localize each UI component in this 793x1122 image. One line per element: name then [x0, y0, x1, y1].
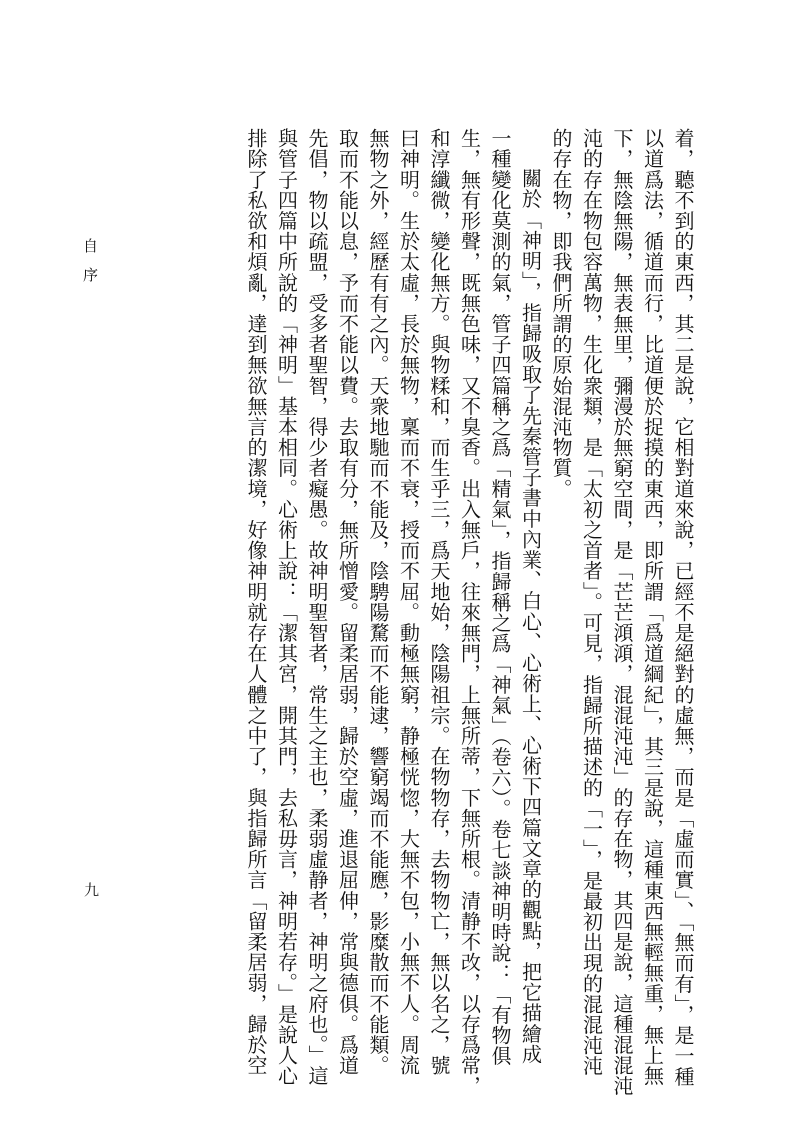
page-number: 九 [84, 881, 100, 899]
text-column: 曰神明。生於太虛，長於無物，稟而不衰，授而不屈。動極無窮，静極恍惚，大無不包，小無不人。周流 [396, 128, 421, 1076]
text-column: 一種變化莫測的氣，管子四篇稱之爲「精氣」，指歸稱之爲「神氣」（卷六）。卷七談神明時說：「有物俱 [488, 128, 512, 1067]
text-column: 的存在物，即我們所謂的原始混沌物質。 [549, 128, 573, 499]
text-column: 以道爲法，循道而行，比道便於捉摸的東西，即所謂「爲道綱紀」，其三是說，這種東西無輕無重，無上無 [640, 128, 665, 1087]
text-column: 取而不能以息，予而不能以費。去取有分，無所憎愛。留柔居弱，歸於空虛，進退屈伸，常與德俱。爲道 [335, 128, 360, 1076]
text-column: 排除了私欲和煩亂，達到無欲無言的潔境，好像神明就存在人體之中了，與指歸所言「留柔居弱，歸於空 [244, 128, 268, 1076]
running-title: 自序 [81, 238, 99, 296]
text-column: 無物之外，經歷有有之內。天衆地馳而不能及，陰騁陽騖而不能逮，響窮竭而不能應，影糜散而不能類。 [366, 128, 390, 1076]
text-column-paragraph-start: 關於「神明」，指歸吸取了先秦管子書中內業、白心、心術上、心術下四篇文章的觀點，把它描繪成 [518, 168, 543, 1065]
text-column: 着，聽不到的東西，其二是說，它相對道來說，已經不是絕對的虛無，而是「虛而實」、「無而有」，是一種 [671, 128, 695, 1087]
text-column: 與管子四篇中所說的「神明」基本相同。心術上說：「潔其宮，開其門，去私毋言，神明若存。」是說人心 [274, 128, 299, 1087]
text-column: 下，無陰無陽，無表無里，彌漫於無窮空間，是「芒芒澒澒，混混沌沌」的存在物，其四是說，這種混混沌 [610, 128, 634, 1097]
body-text [241, 128, 699, 1097]
text-column: 沌的存在物包容萬物，生化衆類，是「太初之首者」。可見，指歸所描述的「一」，是最初出現的混混沌沌 [579, 128, 604, 1077]
text-column: 先倡，物以疏盟，受多者聖智，得少者癡愚。故神明聖智者，常生之主也，柔弱虛静者，神明之府也。」這 [305, 128, 329, 1087]
text-column: 和淳纖微，變化無方。與物糅和，而生乎三，爲天地始，陰陽祖宗。在物物存，去物物亡，無以名之，號 [427, 128, 451, 1076]
text-column: 生，無有形聲，既無色味，又不臭香。出入無戶，往來無門，上無所蒂，下無所根。清静不改，以存爲常， [457, 128, 482, 1097]
